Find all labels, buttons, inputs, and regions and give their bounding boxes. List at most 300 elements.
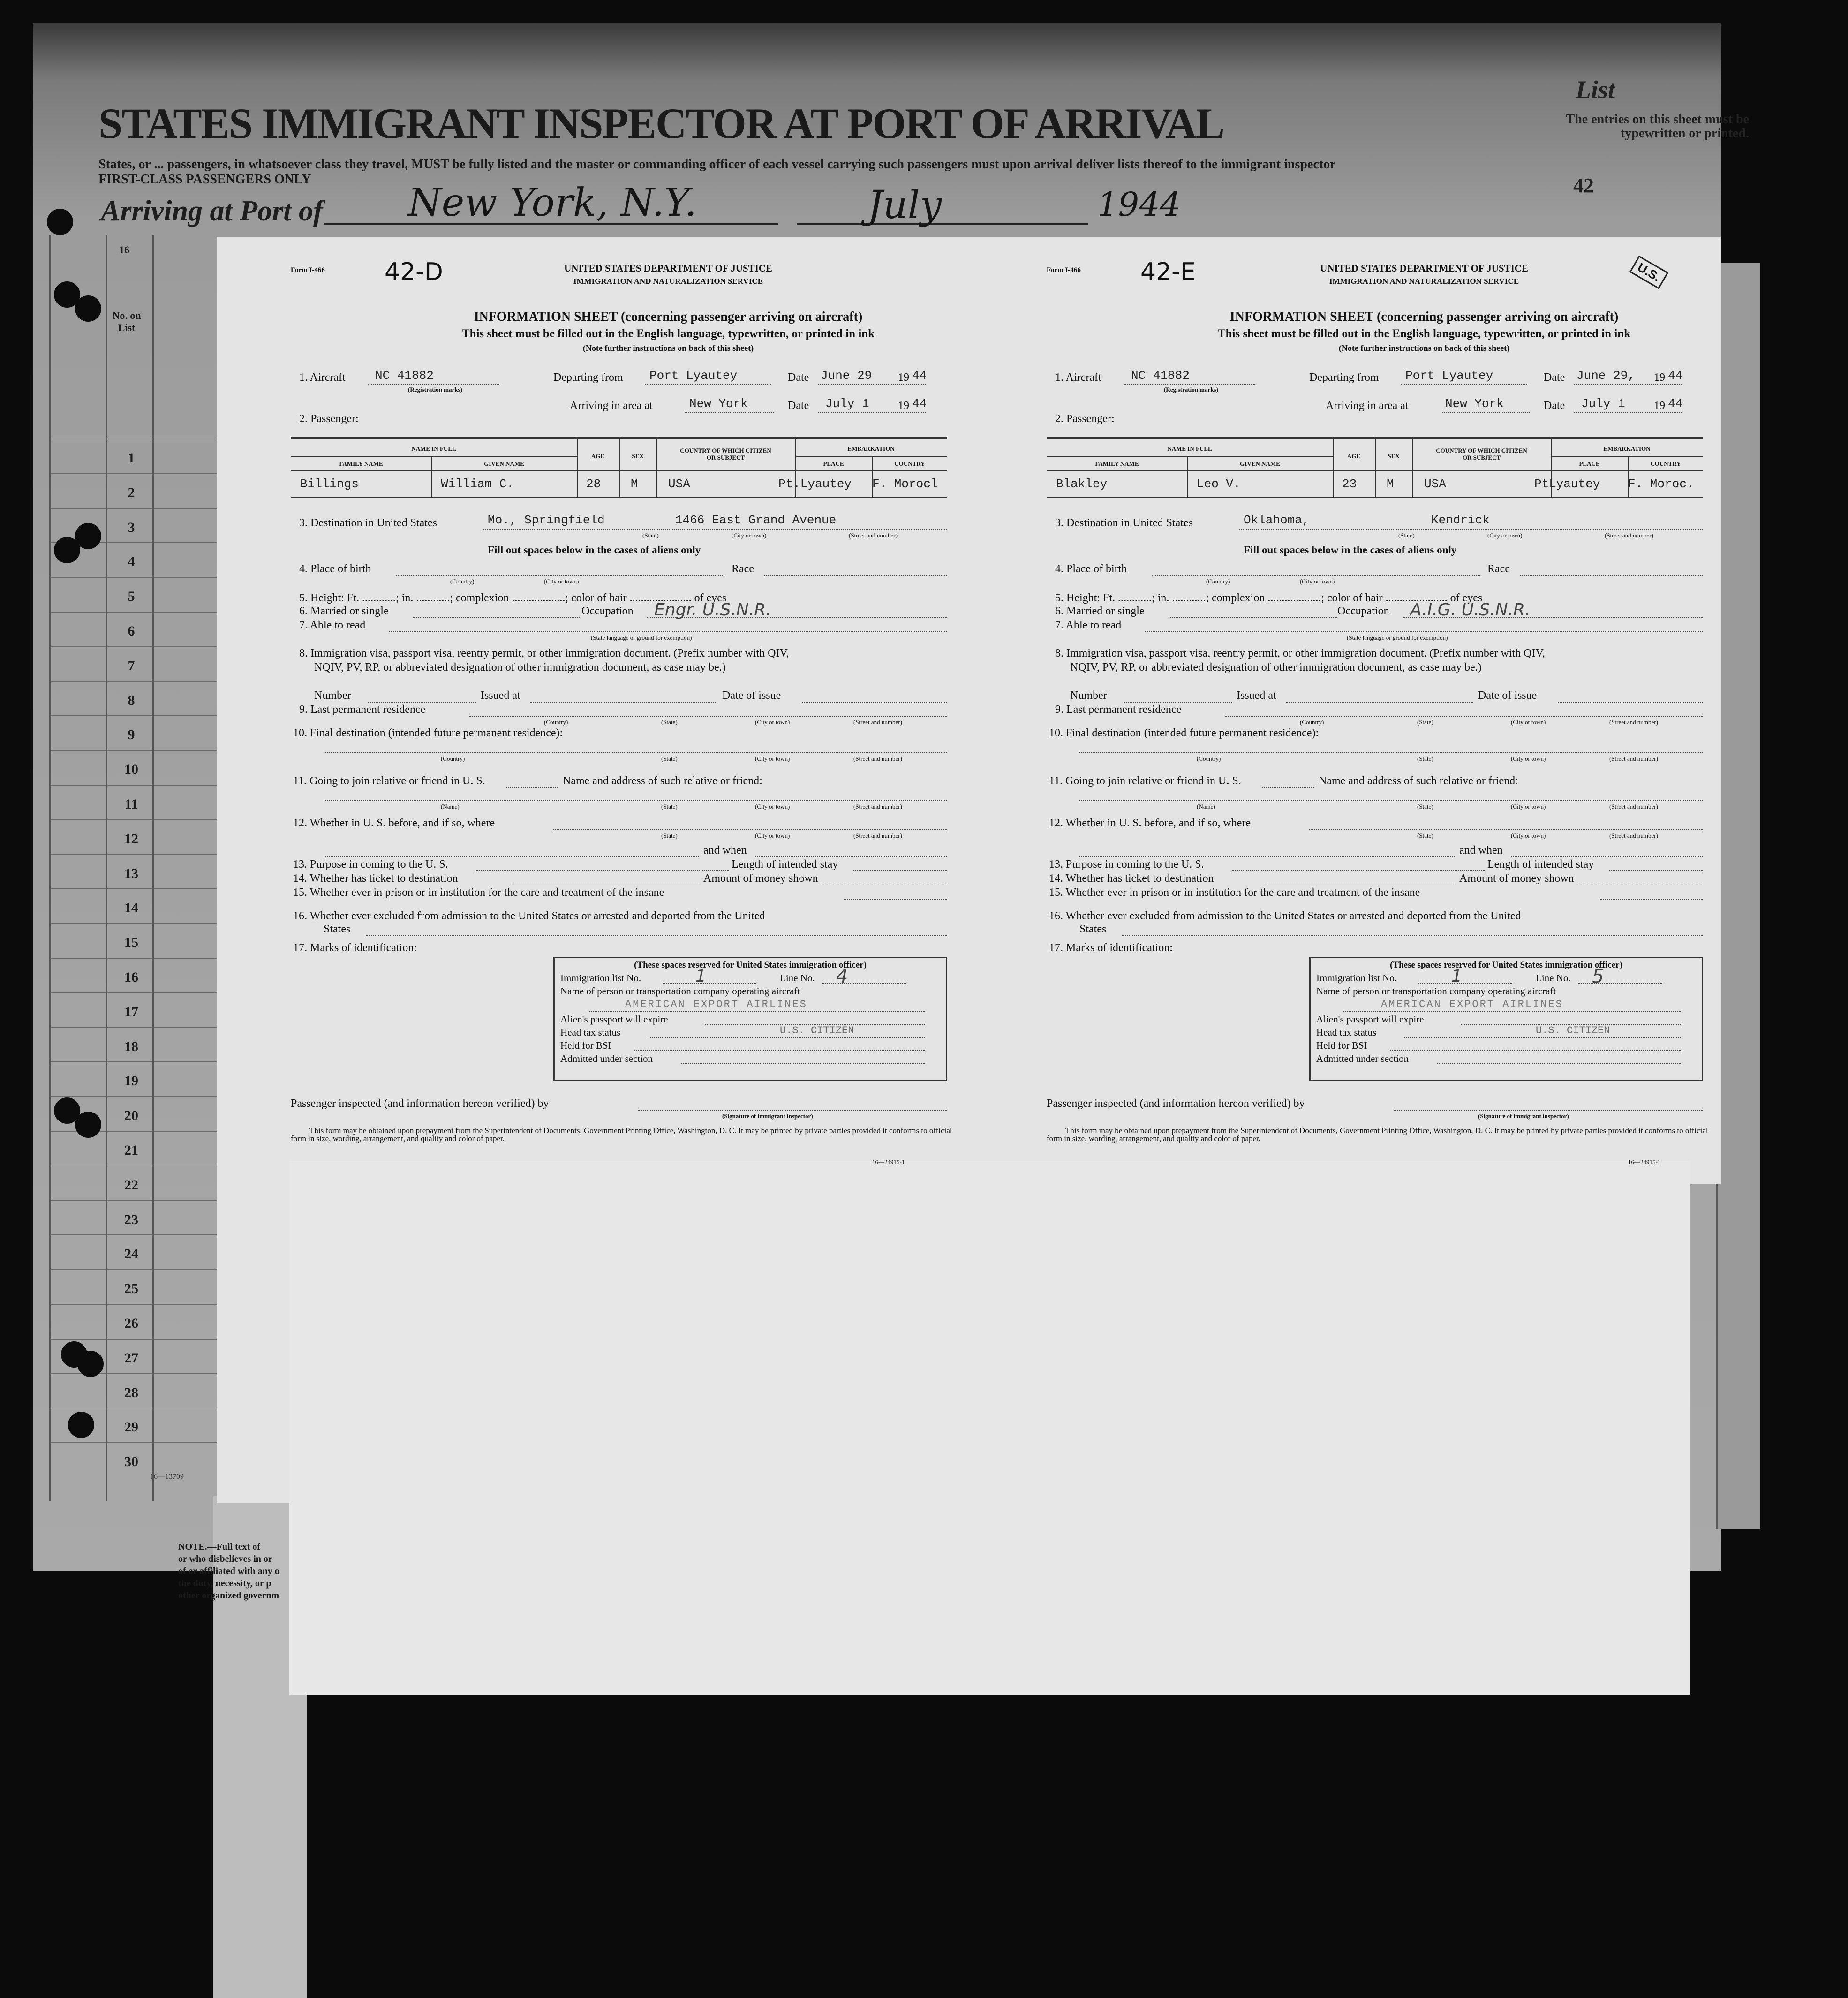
- citizen-header: COUNTRY OF WHICH CITIZEN OR SUBJECT: [680, 447, 771, 461]
- row-number: 6: [128, 623, 135, 639]
- arrival-date-label: Date: [788, 400, 809, 412]
- embark-place: Pt.Lyautey: [778, 477, 852, 491]
- head-tax-label: Head tax status: [560, 1027, 621, 1038]
- grid-row-line: [49, 819, 223, 820]
- bsi-label: Held for BSI: [1316, 1040, 1367, 1051]
- aircraft-label: 1. Aircraft: [1055, 371, 1101, 384]
- age-header: AGE: [591, 453, 605, 460]
- information-sheet: [1047, 239, 1802, 1309]
- destination-street: 1466 East Grand Avenue: [675, 513, 837, 527]
- aircraft-line: [1124, 384, 1255, 385]
- departure-year-prefix: 19: [1654, 371, 1665, 384]
- passenger-family-name: Blakley: [1056, 477, 1108, 491]
- join-relative-line: [1262, 787, 1314, 788]
- grid-row-line: [49, 888, 223, 889]
- issued-at-line: [530, 702, 717, 703]
- sheet-subtitle: This sheet must be filled out in the English language, typewritten, or printed in ink: [1217, 327, 1631, 340]
- grid-row-line: [49, 1200, 223, 1201]
- money-label: Amount of money shown: [1459, 872, 1574, 885]
- form-number: Form I-466: [291, 266, 325, 274]
- destination-street: Kendrick: [1431, 513, 1490, 527]
- last-residence-line: [1225, 716, 1703, 717]
- immigration-doc-label: 8. Immigration visa, passport visa, reentry permit, or other immigration document. (Prefix number with QIV,: [1055, 647, 1545, 659]
- row-number: 4: [128, 554, 135, 570]
- admitted-line: [681, 1063, 925, 1064]
- passport-expire-label: Alien's passport will expire: [1316, 1014, 1424, 1025]
- family-name-header: FAMILY NAME: [1095, 460, 1139, 467]
- handwritten-sheet-id: 42-E: [1140, 258, 1196, 286]
- final-destination-label: 10. Final destination (intended future permanent residence):: [293, 727, 563, 739]
- registration-caption: (Registration marks): [1164, 386, 1218, 393]
- punch-hole: [75, 1112, 101, 1138]
- company-label: Name of person or transportation company operating aircraft: [1316, 985, 1556, 997]
- signature-caption: (Signature of immigrant inspector): [722, 1113, 813, 1120]
- city-caption: (City or town): [732, 532, 767, 539]
- us-stamp: U.S.: [1629, 256, 1668, 289]
- city-caption: (City or town): [755, 719, 790, 726]
- grid-row-line: [49, 1339, 223, 1340]
- footer-line-2: D. C. It may be printed by private parties provided it conforms to official form in size, wording, arrangement, and quality and color: [291, 1126, 952, 1143]
- name-caption: (Name): [1197, 803, 1215, 810]
- state-caption: (State): [1417, 719, 1433, 726]
- marital-label: 6. Married or single: [299, 605, 389, 617]
- head-tax-value: U.S. CITIZEN: [780, 1025, 854, 1037]
- race-line: [1520, 575, 1703, 576]
- grid-row-line: [49, 992, 223, 993]
- arrival-date-line: [1574, 412, 1682, 413]
- form-number: Form I-466: [1047, 266, 1081, 274]
- passenger-age: 23: [1342, 477, 1357, 491]
- grid-row-line: [49, 1061, 223, 1062]
- join-relative-line: [506, 787, 558, 788]
- city-caption: (City or town): [755, 803, 790, 810]
- grid-row-line: [49, 646, 223, 647]
- purpose-label: 13. Purpose in coming to the U. S.: [1049, 858, 1204, 870]
- grid-row-line: [49, 923, 223, 924]
- note-line: the duty, necessity, or p: [178, 1578, 272, 1589]
- street-caption: (Street and number): [849, 532, 898, 539]
- and-when-label: and when: [1459, 844, 1503, 856]
- signature-caption: (Signature of immigrant inspector): [1478, 1113, 1569, 1120]
- immigration-list-line: [1418, 983, 1512, 984]
- department-name: UNITED STATES DEPARTMENT OF JUSTICE: [564, 263, 772, 274]
- note-line: NOTE.—Full text of: [178, 1542, 260, 1552]
- prior-us-label: 12. Whether in U. S. before, and if so, where: [293, 817, 495, 829]
- service-name: IMMIGRATION AND NATURALIZATION SERVICE: [573, 277, 763, 286]
- sheet-note: (Note further instructions on back of this sheet): [1338, 343, 1510, 353]
- occupation-label: Occupation: [1337, 605, 1389, 617]
- arriving-label: Arriving at Port of: [101, 195, 323, 227]
- street-caption: (Street and number): [853, 803, 902, 810]
- join-relative-label: 11. Going to join relative or friend in U. S.: [1049, 775, 1241, 787]
- passenger-sex: M: [631, 477, 638, 491]
- row-number: 17: [124, 1004, 138, 1020]
- list-label: List: [1576, 76, 1615, 104]
- name-in-full-header: NAME IN FULL: [411, 445, 456, 452]
- passenger-label: 2. Passenger:: [299, 413, 359, 425]
- identification-marks-label: 17. Marks of identification:: [293, 942, 417, 954]
- departure-date: June 29: [821, 369, 872, 383]
- purpose-line: [476, 870, 729, 871]
- line-no-label: Line No.: [780, 972, 815, 984]
- table-col-divider: [1375, 439, 1376, 498]
- line-no-value: 4: [836, 966, 848, 987]
- table-divider: [291, 456, 577, 457]
- prison-label: 15. Whether ever in prison or in institution for the care and treatment of the insane: [1049, 886, 1420, 899]
- note-line: other organized governm: [178, 1590, 279, 1601]
- row-number: 10: [124, 762, 138, 778]
- row-number: 14: [124, 900, 138, 916]
- aliens-only-note: Fill out spaces below in the cases of aliens only: [488, 544, 701, 556]
- street-caption: (Street and number): [1609, 719, 1658, 726]
- last-residence-label: 9. Last permanent residence: [1055, 704, 1182, 716]
- race-label: Race: [1487, 563, 1510, 575]
- departure-year: 44: [1668, 369, 1683, 383]
- inspector-signature-line: [1394, 1110, 1703, 1111]
- row-number: 5: [128, 589, 135, 605]
- punch-hole: [47, 209, 73, 235]
- street-caption: (Street and number): [853, 719, 902, 726]
- embark-place-header: PLACE: [1579, 460, 1600, 467]
- prior-us-line-2: [1079, 856, 1455, 857]
- immigration-list-label: Immigration list No.: [1316, 972, 1397, 984]
- state-caption: (State): [661, 755, 678, 762]
- destination-line: [483, 529, 947, 530]
- passenger-citizenship: USA: [668, 477, 690, 491]
- issued-at-label: Issued at: [1237, 689, 1276, 702]
- arriving-month-handwritten: July: [867, 183, 942, 227]
- footer-line-1: This form may be obtained upon prepayment from the Superintendent of Documents, Government Printing Office, Washington,: [309, 1126, 717, 1135]
- sheet-title: INFORMATION SHEET (concerning passenger arriving on aircraft): [474, 310, 863, 324]
- footer-code: 16—24915-1: [872, 1158, 905, 1166]
- aircraft-value: NC 41882: [375, 369, 434, 383]
- birthplace-label: 4. Place of birth: [1055, 563, 1127, 575]
- relative-address-line: [1079, 800, 1703, 801]
- admitted-label: Admitted under section: [560, 1053, 653, 1064]
- arrival-year: 44: [912, 397, 927, 411]
- registration-caption: (Registration marks): [408, 386, 462, 393]
- footer-line-3: of paper.: [1232, 1134, 1261, 1143]
- immigration-doc-label: 8. Immigration visa, passport visa, reentry permit, or other immigration document. (Prefix number with QIV,: [299, 647, 789, 659]
- line-no-value: 5: [1592, 966, 1604, 987]
- departure-date-label: Date: [1544, 371, 1565, 384]
- arrival-date-line: [818, 412, 926, 413]
- final-destination-line: [324, 752, 947, 753]
- city-caption: (City or town): [1511, 755, 1546, 762]
- grid-row-line: [49, 1234, 223, 1235]
- destination-state-city: Mo., Springfield: [488, 513, 605, 527]
- grid-row-line: [49, 612, 223, 613]
- head-tax-line: [1404, 1037, 1681, 1038]
- identification-marks-label: 17. Marks of identification:: [1049, 942, 1173, 954]
- service-name: IMMIGRATION AND NATURALIZATION SERVICE: [1329, 277, 1519, 286]
- row-number: 8: [128, 692, 135, 708]
- officer-reserved-box: [1309, 957, 1703, 1081]
- grid-row-line: [49, 715, 223, 716]
- grid-column-line: [106, 235, 107, 1501]
- read-label: 7. Able to read: [299, 619, 366, 631]
- age-header: AGE: [1347, 453, 1361, 460]
- read-label: 7. Able to read: [1055, 619, 1122, 631]
- birthplace-label: 4. Place of birth: [299, 563, 371, 575]
- row-number: 26: [124, 1316, 138, 1331]
- sheet-subtitle: This sheet must be filled out in the English language, typewritten, or printed in ink: [461, 327, 875, 340]
- grid-row-line: [49, 1027, 223, 1028]
- height-line: 5. Height: Ft. ............; in. ............; complexion ...................; color of hair ...................... of eyes: [1055, 592, 1483, 604]
- join-relative-label: 11. Going to join relative or friend in U. S.: [293, 775, 485, 787]
- sex-header: SEX: [1388, 453, 1400, 460]
- given-name-header: GIVEN NAME: [1240, 460, 1280, 467]
- arriving-value: New York: [689, 397, 748, 411]
- street-caption: (Street and number): [1609, 832, 1658, 839]
- footer-text: [291, 1127, 957, 1143]
- excluded-line: [366, 935, 947, 936]
- state-caption: (State): [1398, 532, 1415, 539]
- bsi-line: [1390, 1050, 1681, 1051]
- departure-date-line: [1574, 384, 1682, 385]
- row-number: 13: [124, 865, 138, 881]
- table-divider: [795, 456, 947, 457]
- grid-row-line: [49, 508, 223, 509]
- doc-number-line: [1124, 702, 1232, 703]
- sheet-note: (Note further instructions on back of this sheet): [582, 343, 754, 353]
- embarkation-header: EMBARKATION: [1603, 445, 1651, 452]
- arriving-line: [1441, 412, 1530, 413]
- table-divider: [1047, 456, 1333, 457]
- arrival-date: July 1: [825, 397, 869, 411]
- punch-hole: [68, 1412, 94, 1438]
- company-value: AMERICAN EXPORT AIRLINES: [625, 999, 807, 1010]
- row-number: 15: [124, 935, 138, 951]
- arrival-date: July 1: [1581, 397, 1625, 411]
- arrival-date-label: Date: [1544, 400, 1565, 412]
- manifest-form-code: 16—13709: [150, 1473, 184, 1481]
- departing-label: Departing from: [1309, 371, 1379, 384]
- last-residence-line: [469, 716, 947, 717]
- arrival-year-prefix: 19: [1654, 400, 1665, 412]
- grid-row-line: [49, 785, 223, 786]
- immigration-list-line: [663, 983, 756, 984]
- relative-address-line: [324, 800, 947, 801]
- date-of-issue-label: Date of issue: [722, 689, 781, 702]
- manifest-subtitle-line-1: States, or ... passengers, in whatsoever class they travel, MUST be fully listed and the master or commanding officer of each vessel carrying such passengers must upon arrival deliver lists thereof to the immigrant inspector: [98, 157, 1336, 172]
- grid-row-line: [49, 1131, 223, 1132]
- departure-year: 44: [912, 369, 927, 383]
- country-caption: (Country): [450, 578, 475, 585]
- city-caption: (City or town): [544, 578, 579, 585]
- grid-row-line: [49, 750, 223, 751]
- street-caption: (Street and number): [853, 832, 902, 839]
- given-name-header: GIVEN NAME: [484, 460, 524, 467]
- and-when-label: and when: [703, 844, 747, 856]
- occupation-handwritten: A.I.G. U.S.N.R.: [1410, 600, 1531, 620]
- aircraft-line: [368, 384, 499, 385]
- date-of-issue-line: [802, 702, 947, 703]
- state-caption: (State): [661, 803, 678, 810]
- grid-row-line: [49, 854, 223, 855]
- passport-expire-label: Alien's passport will expire: [560, 1014, 668, 1025]
- read-line: [389, 631, 947, 632]
- manifest-subtitle-line-2: FIRST-CLASS PASSENGERS ONLY: [98, 172, 311, 187]
- country-caption: (Country): [441, 755, 465, 762]
- manifest-row-grid: [49, 235, 223, 1501]
- marital-label: 6. Married or single: [1055, 605, 1145, 617]
- state-caption: (State): [661, 832, 678, 839]
- embark-place-header: PLACE: [823, 460, 844, 467]
- excluded-label: 16. Whether ever excluded from admission to the United States or arrested and deported from the United: [1049, 910, 1521, 922]
- handwritten-sheet-id: 42-D: [385, 258, 443, 286]
- issued-at-label: Issued at: [481, 689, 520, 702]
- passenger-sex: M: [1387, 477, 1394, 491]
- admitted-line: [1437, 1063, 1681, 1064]
- state-caption: (State): [642, 532, 659, 539]
- street-caption: (Street and number): [1605, 532, 1653, 539]
- stay-length-label: Length of intended stay: [1487, 858, 1594, 870]
- destination-label: 3. Destination in United States: [299, 517, 437, 529]
- relative-address-label: Name and address of such relative or friend:: [1319, 775, 1518, 787]
- issued-at-line: [1286, 702, 1473, 703]
- head-tax-value: U.S. CITIZEN: [1536, 1025, 1610, 1037]
- row-number: 29: [124, 1419, 138, 1435]
- company-line: [588, 1011, 925, 1012]
- read-line: [1145, 631, 1703, 632]
- punch-hole: [75, 523, 101, 549]
- arriving-label: Arriving in area at: [570, 400, 653, 412]
- row-number: 1: [128, 450, 135, 466]
- arriving-month-line: [797, 223, 1088, 225]
- line-no-line: [822, 983, 906, 984]
- excluded-label: 16. Whether ever excluded from admission to the United States or arrested and deported from the United: [293, 910, 765, 922]
- embark-place: PtLyautey: [1534, 477, 1600, 491]
- purpose-line: [1232, 870, 1485, 871]
- name-in-full-header: NAME IN FULL: [1167, 445, 1212, 452]
- grid-row-line: [49, 1269, 223, 1270]
- aircraft-value: NC 41882: [1131, 369, 1190, 383]
- line-no-line: [1578, 983, 1662, 984]
- embarkation-header: EMBARKATION: [847, 445, 895, 452]
- height-line: 5. Height: Ft. ............; in. ............; complexion ...................; color of hair ...................... of eyes: [299, 592, 727, 604]
- excluded-label-2: States: [324, 923, 351, 935]
- arriving-port-handwritten: New York, N.Y.: [408, 181, 697, 225]
- row-number: 7: [128, 658, 135, 674]
- prior-us-line: [1309, 829, 1703, 830]
- prison-line: [1600, 899, 1703, 900]
- row-number: 12: [124, 831, 138, 847]
- occupation-label: Occupation: [581, 605, 634, 617]
- passenger-citizenship: USA: [1424, 477, 1446, 491]
- country-caption: (Country): [1300, 719, 1324, 726]
- passenger-given-name: William C.: [441, 477, 514, 491]
- arriving-line: [685, 412, 774, 413]
- aliens-only-note: Fill out spaces below in the cases of aliens only: [1244, 544, 1457, 556]
- line-no-label: Line No.: [1536, 972, 1571, 984]
- immigration-list-label: Immigration list No.: [560, 972, 641, 984]
- arriving-value: New York: [1445, 397, 1504, 411]
- and-when-line: [1511, 856, 1703, 857]
- row-number: 28: [124, 1385, 138, 1400]
- passenger-label: 2. Passenger:: [1055, 413, 1115, 425]
- sheet-title: INFORMATION SHEET (concerning passenger arriving on aircraft): [1229, 310, 1619, 324]
- immigration-list-value: 1: [695, 967, 706, 986]
- sex-header: SEX: [632, 453, 644, 460]
- birthplace-line: [396, 575, 724, 576]
- citizen-header: COUNTRY OF WHICH CITIZEN OR SUBJECT: [1436, 447, 1527, 461]
- company-label: Name of person or transportation company operating aircraft: [560, 985, 800, 997]
- column-16-label: 16: [119, 244, 129, 256]
- head-tax-label: Head tax status: [1316, 1027, 1377, 1038]
- head-tax-line: [649, 1037, 925, 1038]
- birthplace-line: [1152, 575, 1480, 576]
- occupation-handwritten: Engr. U.S.N.R.: [654, 600, 771, 620]
- last-residence-label: 9. Last permanent residence: [299, 704, 426, 716]
- row-number: 24: [124, 1246, 138, 1262]
- grid-row-line: [49, 577, 223, 578]
- grid-column-line: [152, 235, 154, 1501]
- row-number: 16: [124, 969, 138, 985]
- row-number: 20: [124, 1108, 138, 1124]
- reserved-box-title: (These spaces reserved for United States immigration officer): [634, 960, 867, 970]
- passenger-given-name: Leo V.: [1197, 477, 1241, 491]
- manifest-subtitle: [98, 157, 1458, 187]
- note-line: or who disbelieves in or: [178, 1554, 272, 1564]
- passenger-age: 28: [586, 477, 601, 491]
- row-number: 19: [124, 1073, 138, 1089]
- manifest-page-number: 42: [1573, 174, 1594, 197]
- state-caption: (State): [1417, 832, 1433, 839]
- immigration-doc-label-2: NQIV, PV, RP, or abbreviated designation of other immigration document, as case may be.): [1070, 661, 1482, 674]
- no-on-list-header: No. on List: [112, 310, 141, 333]
- read-caption: (State language or ground for exemption): [1347, 634, 1448, 641]
- doc-number-label: Number: [314, 689, 351, 702]
- date-of-issue-label: Date of issue: [1478, 689, 1537, 702]
- departure-date-label: Date: [788, 371, 809, 384]
- country-caption: (Country): [1206, 578, 1230, 585]
- street-caption: (Street and number): [1609, 803, 1658, 810]
- information-sheet: [291, 239, 1046, 1309]
- grid-row-line: [49, 1373, 223, 1374]
- grid-row-line: [49, 681, 223, 682]
- departing-line: [1401, 384, 1527, 385]
- destination-line: [1239, 529, 1703, 530]
- city-caption: (City or town): [1511, 803, 1546, 810]
- table-col-divider: [619, 439, 620, 498]
- aircraft-label: 1. Aircraft: [299, 371, 346, 384]
- footer-line-3: of paper.: [476, 1134, 505, 1143]
- street-caption: (Street and number): [1609, 755, 1658, 762]
- stay-length-label: Length of intended stay: [732, 858, 838, 870]
- table-divider: [1551, 456, 1703, 457]
- city-caption: (City or town): [1487, 532, 1523, 539]
- date-of-issue-line: [1558, 702, 1703, 703]
- punch-hole: [75, 295, 101, 322]
- bsi-label: Held for BSI: [560, 1040, 611, 1051]
- row-number: 18: [124, 1038, 138, 1054]
- embark-country: F. Moroc.: [1628, 477, 1694, 491]
- table-col-divider: [1333, 439, 1334, 498]
- row-number: 27: [124, 1350, 138, 1366]
- footer-text: [1047, 1127, 1712, 1143]
- row-number: 2: [128, 484, 135, 500]
- departing-label: Departing from: [553, 371, 623, 384]
- row-number: 22: [124, 1177, 138, 1193]
- state-caption: (State): [1417, 803, 1433, 810]
- prison-line: [844, 899, 947, 900]
- departure-date-line: [818, 384, 926, 385]
- company-line: [1343, 1011, 1681, 1012]
- prior-us-line: [553, 829, 947, 830]
- row-number: 3: [128, 519, 135, 535]
- immigration-list-value: 1: [1451, 967, 1462, 986]
